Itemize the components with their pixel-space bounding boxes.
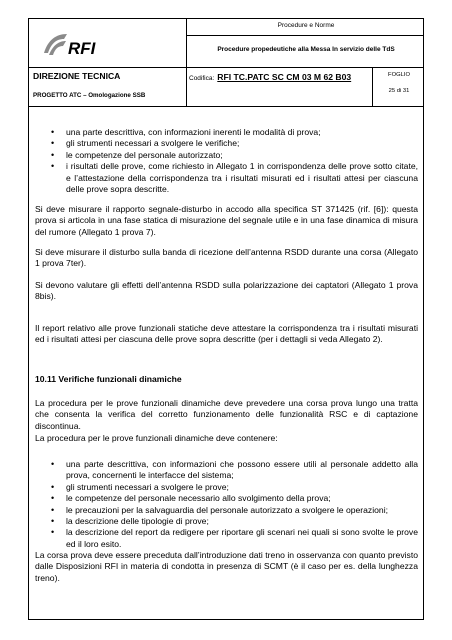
list-item: • la descrizione del report da redigere per riportare gli scenari nei quali si sono svolte le prove ed il loro esito. xyxy=(35,527,418,550)
department-title: DIREZIONE TECNICA xyxy=(33,71,121,81)
list-item: • una parte descrittiva, con informazioni che possono essere utili al personale addetto alla prova, concernenti le interfacce del sistema; xyxy=(35,459,418,482)
project-name: PROGETTO ATC – Omologazione SSB xyxy=(33,92,146,99)
logo-text: RFI xyxy=(68,39,96,58)
bullet-list-top xyxy=(35,127,418,195)
rfi-logo-icon xyxy=(40,26,102,64)
list-item: • la descrizione delle tipologie di prove; xyxy=(35,516,418,527)
list-item: • gli strumenti necessari a svolgere le prove; xyxy=(35,482,418,493)
list-item: • una parte descrittiva, con informazioni inerenti le modalità di prova; xyxy=(35,127,418,138)
paragraph: Si deve misurare il disturbo sulla banda di ricezione dell’antenna RSDD durante una corsa (Allegato 1 prova 7ter). xyxy=(35,247,418,269)
codifica-value: RFI TC.PATC SC CM 03 M 62 B03 xyxy=(217,72,352,82)
list-item: • le competenze del personale necessario allo svolgimento della prova; xyxy=(35,493,418,504)
list-item: • i risultati delle prove, come richiesto in Allegato 1 in corrispondenza delle prove sotto citate, e l’attestazione della corrispondenza tra i risultati misurati ed i risultati attesi per ciascuna delle prove sopra descritte. xyxy=(35,161,418,195)
section-heading: 10.11 Verifiche funzionali dinamiche xyxy=(35,374,182,384)
codifica xyxy=(189,72,351,82)
paragraph: Si deve misurare il rapporto segnale-disturbo in accodo alla specifica ST 371425 (rif. [6]): questa prova si articola in una fase statica di misurazione del segnale utile e in una fase dinamica di misura del rumore (Allegato 1 prova 7). xyxy=(35,204,418,237)
header-divider-foglio xyxy=(372,67,373,106)
page-number: 25 di 31 xyxy=(388,88,410,94)
list-item: • gli strumenti necessari a svolgere le verifiche; xyxy=(35,138,418,149)
list-item: • le competenze del personale autorizzato; xyxy=(35,150,418,161)
paragraph: Il report relativo alle prove funzionali statiche deve attestare la corrispondenza tra i risultati misurati ed i risultati attesi per ciascuna delle prove sopra descritte (per i dettagli si veda Allegato 2). xyxy=(35,323,418,345)
paragraph: Si devono valutare gli effetti dell’antenna RSDD sulla polarizzazione dei captatori (Allegato 1 prova 8bis). xyxy=(35,280,418,302)
foglio-label: FOGLIO xyxy=(388,72,410,78)
document-type: Procedure e Norme xyxy=(277,22,335,29)
header-divider-horizontal-bottom xyxy=(28,106,424,107)
header-divider-horizontal-mid xyxy=(28,67,424,68)
header-divider-horizontal-top xyxy=(186,35,424,36)
paragraph: La corsa prova deve essere preceduta dall’introduzione dati treno in osservanza con quanto previsto dalle Disposizioni RFI in materia di condotta in presenza di SCMT (è il caso per es. della lunghezza treno). xyxy=(35,550,418,583)
header-divider-vertical xyxy=(186,18,187,106)
paragraph: La procedura per le prove funzionali dinamiche deve contenere: xyxy=(35,433,278,443)
document-subject: Procedure propedeutiche alla Messa In servizio delle TdS xyxy=(217,46,395,53)
list-item: • le precauzioni per la salvaguardia del personale autorizzato a svolgere le operazioni; xyxy=(35,505,418,516)
codifica-label: Codifica: xyxy=(189,75,215,82)
bullet-list-bottom xyxy=(35,459,418,550)
paragraph: La procedura per le prove funzionali dinamiche deve prevedere una corsa prova lungo una tratta che consenta la verifica del corretto funzionamento delle funzionalità RSC e di captazione discontinua. xyxy=(35,398,418,431)
